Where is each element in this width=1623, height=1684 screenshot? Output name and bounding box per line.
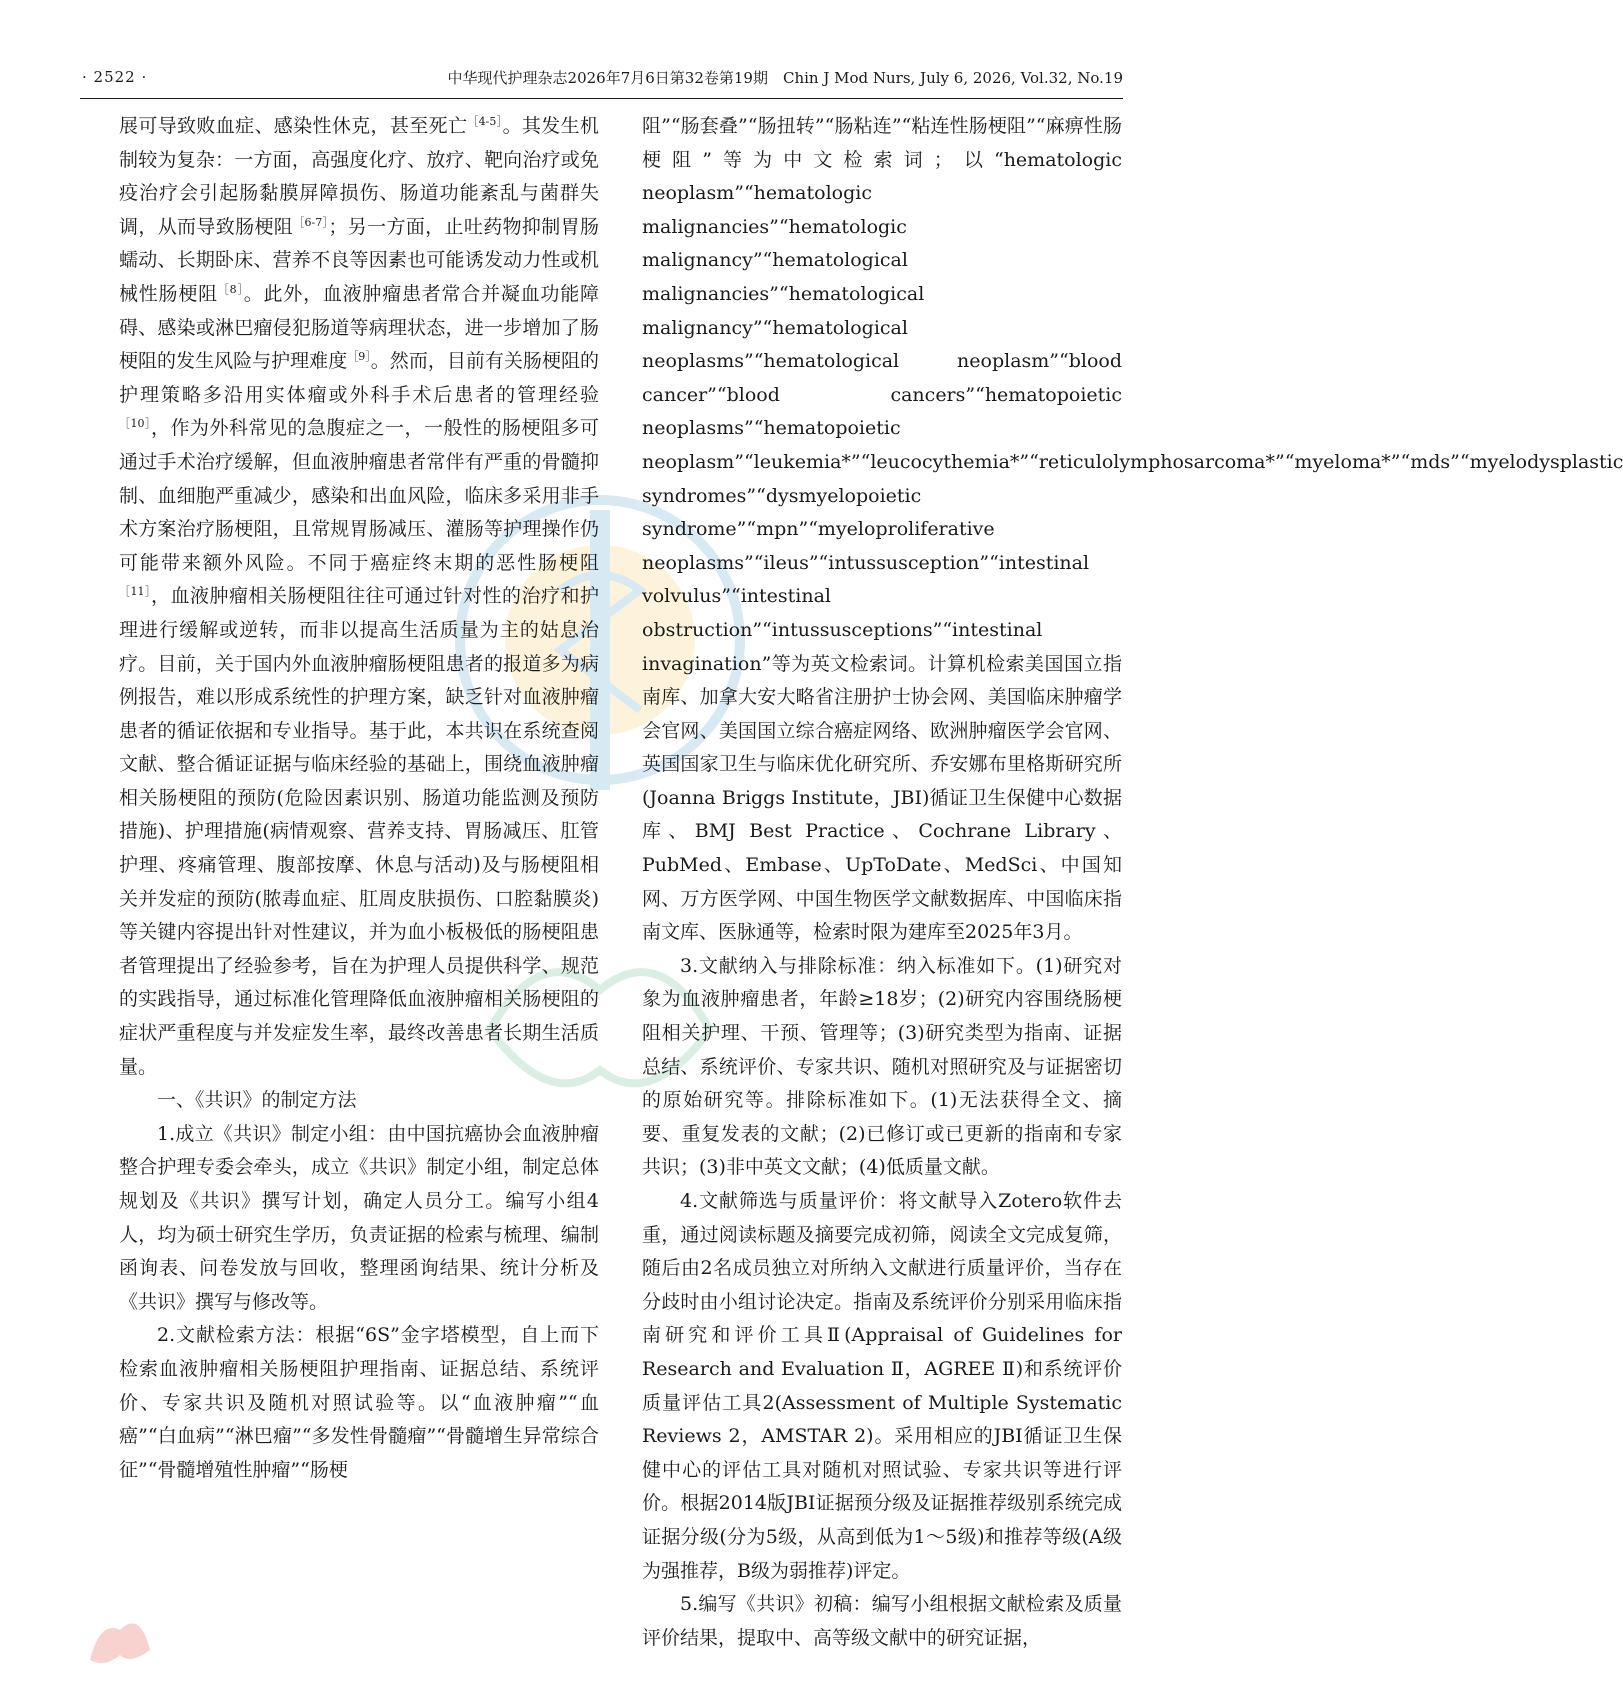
paragraph: 5.编写《共识》初稿：编写小组根据文献检索及质量评价结果，提取中、高等级文献中的研究证据， bbox=[642, 1593, 1122, 1649]
paragraph: 展可导致败血症、感染性休克，甚至死亡$^{[4-5]}$。其发生机制较为复杂：一方面，高强度化疗、放疗、靶向治疗或免疫治疗会引起肠黏膜屏障损伤、肠道功能紊乱与菌群失调，从而导致肠梗阻$^{[6-7]}$；另一方面，止吐药物抑制胃肠蠕动、长期卧床、营养不良等因素也可能诱发动力性或机械性肠梗阻$^{[8]}$。此外，血液肿瘤患者常合并凝血功能障碍、感染或淋巴瘤侵犯肠道等病理状态，进一步增加了肠梗阻的发生风险与护理难度$^{[9]}$。然而，目前有关肠梗阻的护理策略多沿用实体瘤或外科手术后患者的管理经验$^{[10]}$，作为外科常见的急腹症之一，一般性的肠梗阻多可通过手术治疗缓解，但血液肿瘤患者常伴有严重的骨髓抑制、血细胞严重减少，感染和出血风险，临床多采用非手术方案治疗肠梗阻，且常规胃肠减压、灌肠等护理操作仍可能带来额外风险。不同于癌症终末期的恶性肠梗阻$^{[11]}$，血液肿瘤相关肠梗阻往往可通过针对性的治疗和护理进行缓解或逆转，而非以提高生活质量为主的姑息治疗。目前，关于国内外血液肿瘤肠梗阻患者的报道多为病例报告，难以形成系统性的护理方案，缺乏针对血液肿瘤患者的循证依据和专业指导。基于此，本共识在系统查阅文献、整合循证证据与临床经验的基础上，围绕血液肿瘤相关肠梗阻的预防(危险因素识别、肠道功能监测及预防措施)、护理措施(病情观察、营养支持、胃肠减压、肛管护理、疼痛管理、腹部按摩、休息与活动)及与肠梗阻相关并发症的预防(脓毒血症、肛周皮肤损伤、口腔黏膜炎)等关键内容提出针对性建议，并为血小板极低的肠梗阻患者管理提出了经验参考，旨在为护理人员提供科学、规范的实践指导，通过标准化管理降低血液肿瘤相关肠梗阻的症状严重程度与并发症发生率，最终改善患者长期生活质量。 bbox=[119, 115, 599, 1078]
header-rule bbox=[80, 98, 1123, 99]
citation-ref: ［6-7］ bbox=[293, 215, 329, 229]
citation-ref: ［10］ bbox=[119, 417, 151, 431]
page-header bbox=[0, 0, 1241, 110]
citation-ref: ［8］ bbox=[217, 282, 244, 296]
paragraph: 3.文献纳入与排除标准：纳入标准如下。(1)研究对象为血液肿瘤患者，年龄≥18岁；(2)研究内容围绕肠梗阻相关护理、干预、管理等；(3)研究类型为指南、证据总结、系统评价、专家共识、随机对照研究及与证据密切的原始研究等。排除标准如下。(1)无法获得全文、摘要、重复发表的文献；(2)已修订或已更新的指南和专家共识；(3)非中英文文献；(4)低质量文献。 bbox=[642, 954, 1122, 1179]
citation-ref: ［4-5］ bbox=[467, 115, 503, 128]
paragraph: 4.文献筛选与质量评价：将文献导入Zotero软件去重，通过阅读标题及摘要完成初筛，阅读全文完成复筛，随后由2名成员独立对所纳入文献进行质量评价，当存在分歧时由小组讨论决定。指南及系统评价分别采用临床指南研究和评价工具Ⅱ(Appraisal of Guidelines for Research and Evaluation Ⅱ，AGREE Ⅱ)和系统评价质量评估工具2(Assessment of Multiple Systematic Reviews 2，AMSTAR 2)。采用相应的JBI循证卫生保健中心的评估工具对随机对照试验、专家共识等进行评价。根据2014版JBI证据预分级及证据推荐级别系统完成证据分级(分为5级，从高到低为1～5级)和推荐等级(A级为强推荐，B级为弱推荐)评定。 bbox=[642, 1190, 1122, 1582]
right-column bbox=[642, 110, 1623, 1655]
citation-ref: ［9］ bbox=[347, 350, 371, 364]
citation-ref: ［11］ bbox=[119, 585, 151, 599]
paragraph: 阻”“肠套叠”“肠扭转”“肠粘连”“粘连性肠梗阻”“麻痹性肠梗阻”等为中文检索词；以“hematologic neoplasm”“hematologic malignancies”“hematologic malignancy”“hematological malignancies”“hematological malignancy”“hematological neoplasms”“hematological neoplasm”“blood cancer”“blood cancers”“hematopoietic neoplasms”“hematopoietic neoplasm”“leukemia*”“leucocythemia*”“reticulolymphosarcoma*”“myeloma*”“mds”“myelodysplastic syndromes”“dysmyelopoietic syndrome”“mpn”“myeloproliferative neoplasms”“ileus”“intussusception”“intestinal volvulus”“intestinal obstruction”“intussusceptions”“intestinal invagination”等为英文检索词。计算机检索美国国立指南库、加拿大安大略省注册护士协会网、美国临床肿瘤学会官网、美国国立综合癌症网络、欧洲肿瘤医学会官网、英国国家卫生与临床优化研究所、乔安娜布里格斯研究所(Joanna Briggs Institute，JBI)循证卫生保健中心数据库、BMJ Best Practice、Cochrane Library、PubMed、Embase、UpToDate、MedSci、中国知网、万方医学网、中国生物医学文献数据库、中国临床指南文库、医脉通等，检索时限为建库至2025年3月。 bbox=[642, 115, 1623, 944]
journal-citation: 中华现代护理杂志2026年7月6日第32卷第19期 Chin J Mod Nurs, July 6, 2026, Vol.32, No.19 bbox=[447, 69, 1123, 87]
left-column bbox=[119, 110, 599, 1487]
paragraph: 2.文献检索方法：根据“6S”金字塔模型，自上而下检索血液肿瘤相关肠梗阻护理指南、证据总结、系统评价、专家共识及随机对照试验等。以“血液肿瘤”“血癌”“白血病”“淋巴瘤”“多发性骨髓瘤”“骨髓增生异常综合征”“骨髓增殖性肿瘤”“肠梗 bbox=[119, 1324, 599, 1481]
page-number: · 2522 · bbox=[82, 68, 148, 86]
section-heading: 一、《共识》的制定方法 bbox=[157, 1089, 357, 1112]
paragraph: 1.成立《共识》制定小组：由中国抗癌协会血液肿瘤整合护理专委会牵头，成立《共识》制定小组，制定总体规划及《共识》撰写计划，确定人员分工。编写小组4人，均为硕士研究生学历，负责证据的检索与梳理、编制函询表、问卷发放与回收，整理函询结果、统计分析及《共识》撰写与修改等。 bbox=[119, 1122, 599, 1313]
publisher-seal-icon bbox=[80, 1600, 160, 1670]
